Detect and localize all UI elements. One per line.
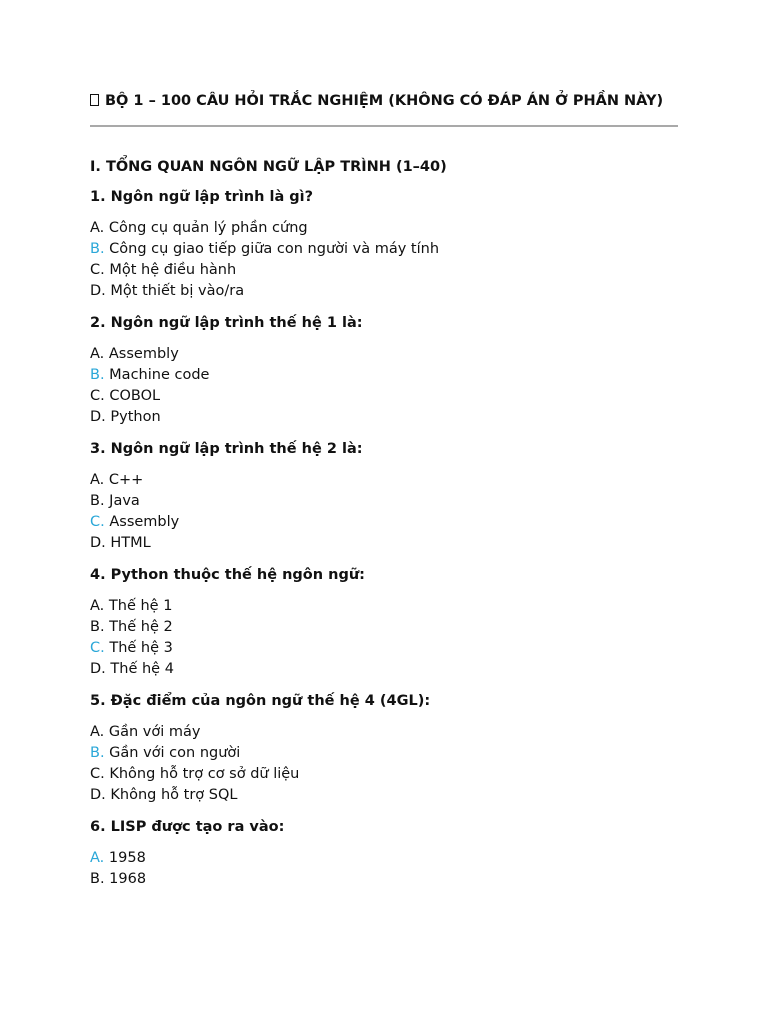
option-letter-highlighted: C. — [90, 640, 105, 656]
option-letter: A. — [90, 346, 105, 362]
option-item — [90, 617, 678, 638]
option-item — [90, 260, 678, 281]
question-text: 4. Python thuộc thế hệ ngôn ngữ: — [90, 567, 365, 583]
option-item — [90, 638, 678, 659]
question-text: 1. Ngôn ngữ lập trình là gì? — [90, 189, 314, 205]
option-letter: D. — [90, 535, 106, 551]
option-text: Thế hệ 2 — [109, 619, 173, 635]
option-item — [90, 218, 678, 239]
option-text: HTML — [110, 535, 151, 551]
option-item — [90, 386, 678, 407]
option-item — [90, 533, 678, 554]
question-text: 2. Ngôn ngữ lập trình thế hệ 1 là: — [90, 315, 363, 331]
option-letter-highlighted: A. — [90, 850, 105, 866]
question-item — [90, 313, 678, 428]
question-item — [90, 439, 678, 554]
option-text: Thế hệ 1 — [108, 598, 173, 614]
option-list — [90, 218, 678, 302]
option-item — [90, 596, 678, 617]
option-letter-highlighted: B. — [90, 241, 105, 257]
option-text: Thế hệ 3 — [109, 640, 173, 656]
option-item — [90, 512, 678, 533]
option-text: Java — [109, 493, 140, 509]
option-text: 1968 — [109, 871, 147, 887]
option-item — [90, 470, 678, 491]
option-text: Thế hệ 4 — [110, 661, 174, 677]
option-letter-highlighted: B. — [90, 745, 105, 761]
option-item — [90, 764, 678, 785]
option-text: C++ — [108, 472, 144, 488]
option-letter: C. — [90, 262, 105, 278]
option-letter: B. — [90, 619, 105, 635]
option-letter: D. — [90, 787, 106, 803]
option-letter: D. — [90, 409, 106, 425]
option-letter: B. — [90, 493, 105, 509]
question-item — [90, 565, 678, 680]
option-text: Không hỗ trợ SQL — [110, 787, 238, 803]
option-text: Python — [110, 409, 161, 425]
option-item — [90, 848, 678, 869]
question-item — [90, 691, 678, 806]
option-list — [90, 470, 678, 554]
option-letter: D. — [90, 661, 106, 677]
option-item — [90, 785, 678, 806]
box-glyph-icon — [90, 94, 99, 106]
question-item — [90, 817, 678, 890]
option-text: Machine code — [109, 367, 210, 383]
option-item — [90, 659, 678, 680]
option-list — [90, 848, 678, 890]
option-text: Assembly — [108, 346, 179, 362]
question-text: 5. Đặc điểm của ngôn ngữ thế hệ 4 (4GL): — [90, 693, 431, 709]
option-text: Công cụ quản lý phần cứng — [108, 220, 308, 236]
document-body — [90, 90, 678, 901]
option-list — [90, 344, 678, 428]
option-item — [90, 407, 678, 428]
option-letter: B. — [90, 871, 105, 887]
option-letter: A. — [90, 220, 105, 236]
horizontal-divider — [90, 125, 678, 127]
option-letter: C. — [90, 388, 105, 404]
option-text: COBOL — [109, 388, 161, 404]
question-item — [90, 187, 678, 302]
option-letter-highlighted: C. — [90, 514, 105, 530]
question-text: 3. Ngôn ngữ lập trình thế hệ 2 là: — [90, 441, 363, 457]
option-letter: D. — [90, 283, 106, 299]
option-item — [90, 491, 678, 512]
option-letter-highlighted: B. — [90, 367, 105, 383]
option-text: Assembly — [109, 514, 180, 530]
document-title-text: BỘ 1 – 100 CÂU HỎI TRẮC NGHIỆM (KHÔNG CÓ ĐÁP ÁN Ở PHẦN NÀY) — [105, 93, 664, 109]
option-item — [90, 743, 678, 764]
option-letter: A. — [90, 472, 105, 488]
option-text: Không hỗ trợ cơ sở dữ liệu — [109, 766, 300, 782]
document-title — [90, 90, 678, 112]
option-text: Một thiết bị vào/ra — [110, 283, 245, 299]
option-list — [90, 722, 678, 806]
question-list — [90, 187, 678, 890]
option-text: Gần với con người — [109, 745, 241, 761]
option-text: Gần với máy — [108, 724, 201, 740]
option-letter: A. — [90, 598, 105, 614]
option-item — [90, 365, 678, 386]
option-list — [90, 596, 678, 680]
option-letter: A. — [90, 724, 105, 740]
option-text: Một hệ điều hành — [109, 262, 237, 278]
option-item — [90, 722, 678, 743]
option-item — [90, 239, 678, 260]
option-item — [90, 869, 678, 890]
option-text: 1958 — [108, 850, 146, 866]
section-heading: I. TỔNG QUAN NGÔN NGỮ LẬP TRÌNH (1–40) — [90, 159, 447, 175]
option-item — [90, 281, 678, 302]
option-item — [90, 344, 678, 365]
question-text: 6. LISP được tạo ra vào: — [90, 819, 285, 835]
option-text: Công cụ giao tiếp giữa con người và máy tính — [109, 241, 440, 257]
option-letter: C. — [90, 766, 105, 782]
